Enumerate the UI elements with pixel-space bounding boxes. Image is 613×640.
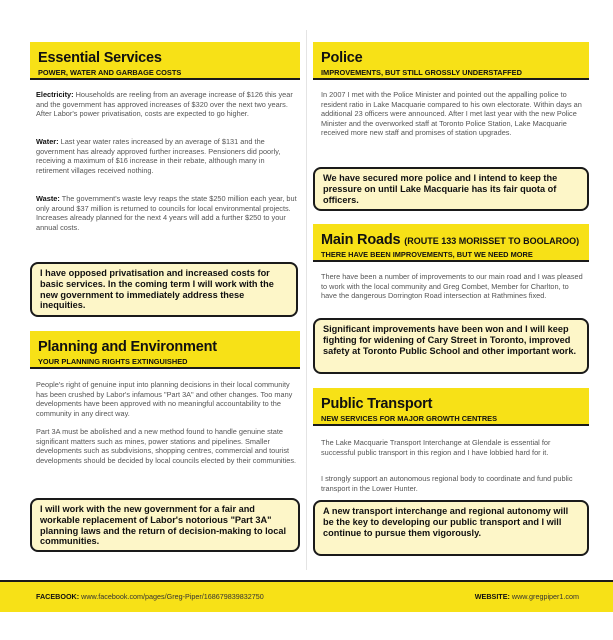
waste-text: The government's waste levy reaps the state $250 million each year, but only around $37 million is returned to councils for local environmental projects. Increases already planned for the next 4 years will add a further $250 to your annual costs. — [36, 194, 297, 232]
main-roads-callout: Significant improvements have been won and I will keep fighting for widening of Cary Street in Toronto, improved safety at Toronto Public School and other important work. — [313, 318, 589, 374]
main-roads-banner — [313, 224, 589, 262]
police-paragraph: In 2007 I met with the Police Minister and pointed out the appalling police to resident ratio in Lake Macquarie compared to his own electorate. Within days an additional 23 officers were announced. After I met last year with the new Police Minister and the overworked staff at Toronto Police Station, Lake Macquarie received more new staff and promises of station upgrades. — [321, 90, 582, 138]
facebook-link[interactable] — [36, 592, 264, 601]
planning-paragraph-1: People's right of genuine input into planning decisions in their local community has been crushed by Labor's infamous "Part 3A" and other changes. Too many developments have been approved with no meaningful accountability to the community in any direct way. — [36, 380, 293, 418]
main-roads-title — [321, 232, 579, 248]
water-paragraph — [36, 137, 298, 175]
footer-bar — [0, 580, 613, 612]
main-roads-title-text: Main Roads — [321, 232, 401, 248]
police-subtitle: IMPROVEMENTS, BUT STILL GROSSLY UNDERSTAFFED — [321, 68, 522, 77]
essential-services-title: Essential Services — [38, 50, 162, 66]
planning-subtitle: YOUR PLANNING RIGHTS EXTINGUISHED — [38, 357, 188, 366]
electricity-label: Electricity: — [36, 90, 74, 99]
website-link[interactable] — [475, 592, 579, 601]
water-text: Last year water rates increased by an average of $131 and the government has already approved further increases. Pensioners did poorly, receiving a maximum of $16 increase in their rebate, although many in retirement villages received nothing. — [36, 137, 281, 175]
planning-callout: I will work with the new government for a fair and workable replacement of Labor's notorious "Part 3A" planning laws and the return of decision-making to local communities. — [30, 498, 300, 552]
transport-paragraph-1: The Lake Macquarie Transport Interchange at Glendale is essential for successful public transport in this region and I have lobbied hard for it. — [321, 438, 551, 457]
waste-label: Waste: — [36, 194, 60, 203]
essential-services-subtitle: POWER, WATER AND GARBAGE COSTS — [38, 68, 182, 77]
electricity-paragraph — [36, 90, 298, 119]
planning-title: Planning and Environment — [38, 339, 217, 355]
column-divider — [306, 30, 307, 570]
website-label: WEBSITE: — [474, 592, 510, 601]
police-title: Police — [321, 50, 363, 66]
waste-paragraph — [36, 194, 298, 232]
facebook-label: FACEBOOK: — [36, 592, 80, 601]
planning-paragraph-2: Part 3A must be abolished and a new method found to handle genuine state significant matters such as mines, power stations and pipelines. Smaller developments such as subdivisions, shopping centres, commercial and tourist developments should be decided by local councils elected by their communities. — [36, 427, 297, 465]
electricity-text: Households are reeling from an average increase of $126 this year and the government has approved increases of $320 over the next two years. After Labor's power privatisation, costs are expected to go higher. — [36, 90, 293, 119]
main-roads-subtitle: THERE HAVE BEEN IMPROVEMENTS, BUT WE NEED MORE — [321, 250, 533, 259]
public-transport-callout: A new transport interchange and regional autonomy will be the key to developing our public transport and I will continue to pursue them vigorously. — [313, 500, 589, 556]
essential-services-callout: I have opposed privatisation and increased costs for basic services. In the coming term I will work with the new government to immediately address these inequities. — [30, 262, 298, 317]
essential-services-banner — [30, 42, 300, 80]
planning-banner — [30, 331, 300, 369]
public-transport-title: Public Transport — [321, 396, 433, 412]
water-label: Water: — [36, 137, 59, 146]
public-transport-banner — [313, 388, 589, 426]
main-roads-paragraph: There have been a number of improvements to our main road and I was pleased to work with the local community and Greg Combet, Member for Charlton, to have the dangerous Dorrington Road intersection at Rathmines fixed. — [321, 272, 583, 301]
public-transport-subtitle: NEW SERVICES FOR MAJOR GROWTH CENTRES — [321, 414, 498, 423]
police-callout: We have secured more police and I intend to keep the pressure on until Lake Macquarie has its fair quota of officers. — [313, 167, 589, 211]
transport-paragraph-2: I strongly support an autonomous regional body to coordinate and fund public transport in the Lower Hunter. — [321, 474, 573, 493]
police-banner — [313, 42, 589, 80]
website-url: www.gregpiper1.com — [509, 592, 579, 601]
facebook-url: www.facebook.com/pages/Greg-Piper/168679839832750 — [79, 592, 264, 601]
main-roads-route: (ROUTE 133 MORISSET TO BOOLAROO) — [404, 236, 580, 246]
